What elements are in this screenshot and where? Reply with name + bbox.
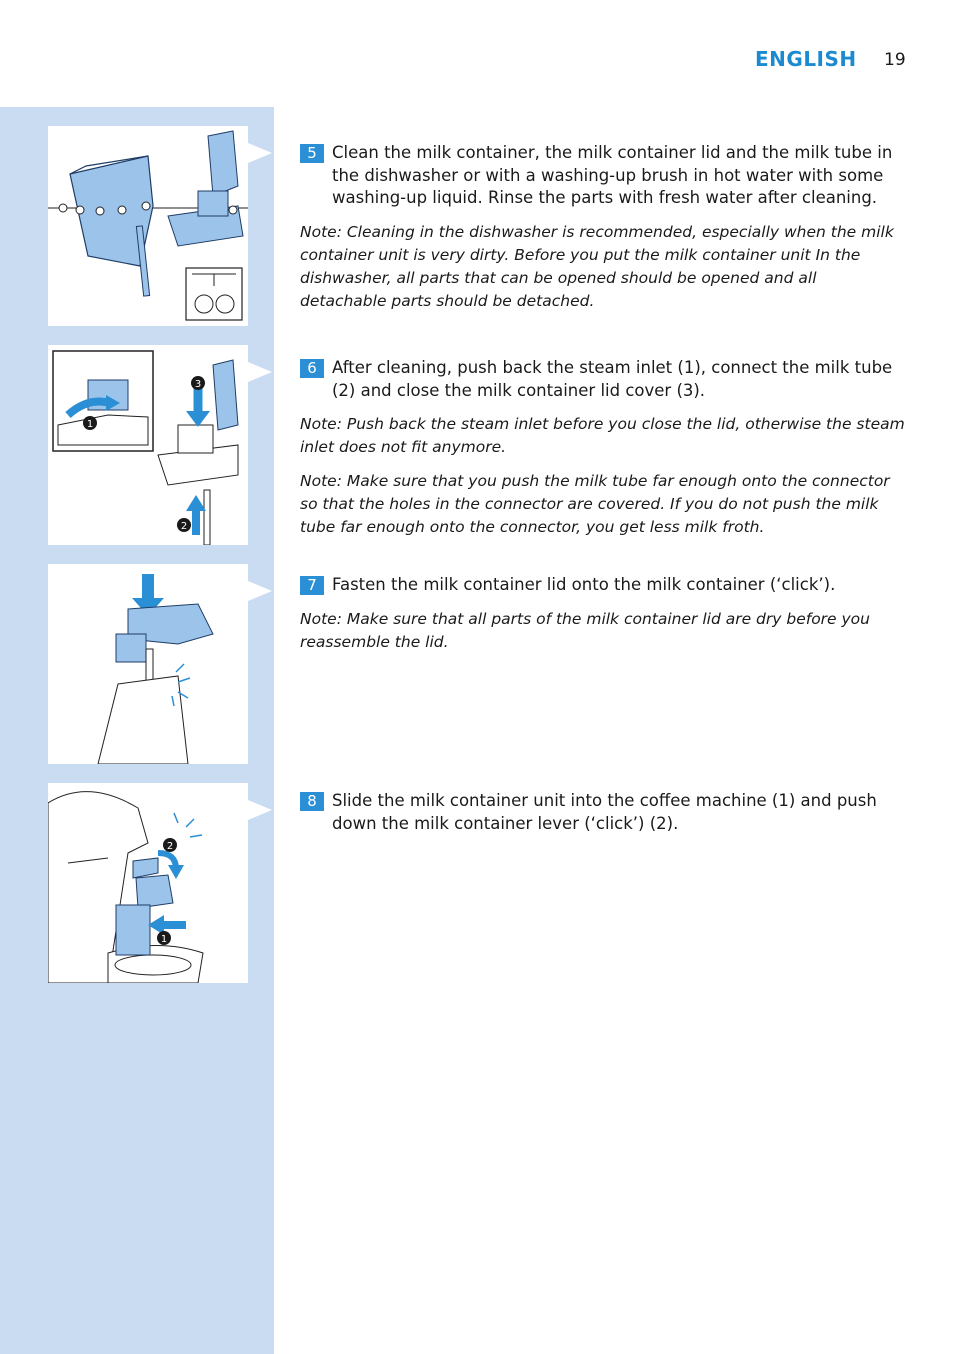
svg-text:1: 1 — [86, 419, 94, 430]
step-5 — [300, 142, 900, 313]
step-number-badge: 7 — [300, 576, 324, 595]
step-number-badge: 8 — [300, 792, 324, 811]
note-text: Note: Push back the steam inlet before you close the lid, otherwise the steam inlet does not fit anymore. — [300, 415, 905, 456]
step-number-badge: 5 — [300, 144, 324, 163]
step-number-badge: 6 — [300, 359, 324, 378]
step-7 — [300, 574, 900, 654]
page-number: 19 — [884, 50, 906, 70]
fasten-lid-illustration — [48, 564, 248, 764]
note-text: Note: Make sure that all parts of the milk container lid are dry before you reassemble the lid. — [300, 609, 870, 651]
illustration-pointer — [248, 581, 272, 601]
note-text: Note: Make sure that you push the milk tube far enough onto the connector so that the holes in the connector are covered. If you do not push the milk tube far enough onto the connector, you get less milk froth. — [300, 472, 890, 536]
step-text: Clean the milk container, the milk container lid and the milk tube in the dishwasher or with a washing-up brush in hot water with some washing-up liquid. Rinse the parts with fresh water after cleaning. — [332, 143, 893, 207]
step-6 — [300, 357, 905, 539]
svg-text:1: 1 — [160, 934, 168, 945]
svg-text:2: 2 — [166, 841, 174, 852]
step-text: After cleaning, push back the steam inlet (1), connect the milk tube (2) and close the milk container lid cover (3). — [332, 358, 893, 400]
step-8 — [300, 790, 900, 835]
step-text: Slide the milk container unit into the coffee machine (1) and push down the milk container lever (‘click’) (2). — [332, 791, 877, 833]
dishwasher-parts-illustration — [48, 126, 248, 326]
illustration-pointer — [248, 362, 272, 382]
illustration-pointer — [248, 143, 272, 163]
note-text: Note: Cleaning in the dishwasher is recommended, especially when the milk container unit is very dirty. Before you put the milk container unit In the dishwasher, all parts that can be opened should be opened and all detachable parts should be detached. — [300, 222, 894, 310]
header-language: ENGLISH — [755, 47, 857, 71]
svg-text:3: 3 — [194, 379, 202, 390]
illustration-pointer — [248, 800, 272, 820]
svg-text:2: 2 — [180, 521, 188, 532]
insert-unit-illustration — [48, 783, 248, 983]
reassemble-lid-illustration — [48, 345, 248, 545]
step-text: Fasten the milk container lid onto the milk container (‘click’). — [332, 575, 836, 594]
